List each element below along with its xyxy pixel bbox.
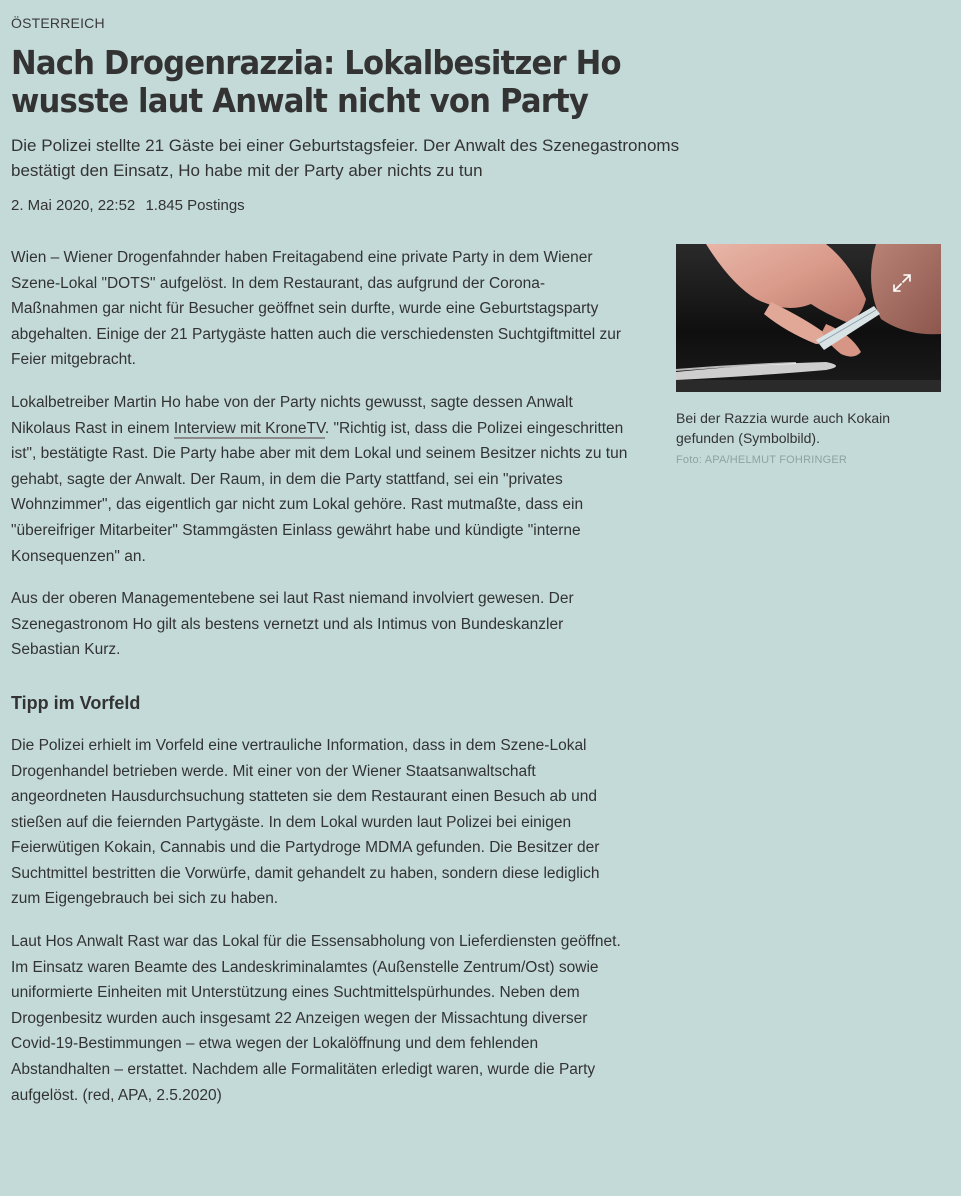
article-meta bbox=[11, 197, 245, 214]
article-headline: Nach Drogenrazzia: Lokalbesitzer Ho wusste laut Anwalt nicht von Party bbox=[11, 43, 621, 120]
article-body bbox=[11, 245, 631, 1125]
paragraph-3: Aus der oberen Managementebene sei laut Rast niemand involviert gewesen. Der Szenegastronom Ho gilt als bestens vernetzt und als Intimus von Bundeskanzler Sebastian Kurz. bbox=[11, 590, 574, 659]
publish-date: 2. Mai 2020, 22:52 bbox=[11, 197, 136, 214]
article-photo[interactable] bbox=[676, 244, 941, 392]
photo-credit: Foto: APA/HELMUT FOHRINGER bbox=[676, 454, 848, 466]
ressort-label bbox=[11, 15, 105, 31]
paragraph-5: Laut Hos Anwalt Rast war das Lokal für die Essensabholung von Lieferdiensten geöffnet. Im Einsatz waren Beamte des Landeskriminalamtes (Außenstelle Zentrum/Ost) sowie uniformierte Einheiten mit Unterstützung eines Suchtmittelspürhundes. Neben dem Drogenbesitz wurden auch insgesamt 22 Anzeigen wegen der Missachtung diverser Covid-19-Bestimmungen – etwa wegen der Lokalöffnung und dem fehlenden Abstandhalten – erstattet. Nachdem alle Formalitäten erledigt waren, wurde die Party aufgelöst. (red, APA, 2.5.2020) bbox=[11, 933, 621, 1104]
expand-icon[interactable] bbox=[891, 272, 913, 294]
ressort-link[interactable]: ÖSTERREICH bbox=[11, 15, 105, 31]
article-lead: Die Polizei stellte 21 Gäste bei einer Geburtstagsfeier. Der Anwalt des Szenegastronoms bestätigt den Einsatz, Ho habe mit der Party aber nichts zu tun bbox=[11, 136, 680, 180]
photo-illustration bbox=[676, 244, 941, 392]
paragraph-2-text-before: Lokalbetreiber Martin Ho habe von der Party nichts gewusst, sagte dessen Anwalt Nikolaus Rast in einem bbox=[11, 393, 573, 437]
postings-link[interactable]: 1.845 Postings bbox=[145, 197, 245, 214]
paragraph-2 bbox=[11, 390, 631, 569]
subheading: Tipp im Vorfeld bbox=[11, 692, 141, 713]
photo-caption: Bei der Razzia wurde auch Kokain gefunden (Symbolbild). bbox=[676, 410, 891, 446]
paragraph-1: Wien – Wiener Drogenfahnder haben Freitagabend eine private Party in dem Wiener Szene-Lokal "DOTS" aufgelöst. In dem Restaurant, das aufgrund der Corona-Maßnahmen gar nicht für Besucher geöffnet sein durfte, wurde eine Geburtstagsparty abgehalten. Einige der 21 Partygäste hatten auch die verschiedensten Suchtgiftmittel zur Feier mitgebracht. bbox=[11, 249, 622, 369]
paragraph-2-text-after: . "Richtig ist, dass die Polizei eingeschritten ist", bestätigte Rast. Die Party habe aber mit dem Lokal und seinem Besitzer nichts zu tun gehabt, sagte der Anwalt. Der Raum, in dem die Party stattfand, sei ein "privates Wohnzimmer", das eigentlich gar nicht zum Lokal gehöre. Rast mutmaßte, dass ein "übereifriger Mitarbeiter" Stammgästen Einlass gewährt habe und kündigte "interne Konsequenzen" an. bbox=[11, 419, 628, 565]
interview-link[interactable]: Interview mit KroneTV bbox=[173, 419, 325, 437]
article-figure bbox=[676, 244, 941, 466]
paragraph-4: Die Polizei erhielt im Vorfeld eine vertrauliche Information, dass in dem Szene-Lokal Drogenhandel betrieben werde. Mit einer von der Wiener Staatsanwaltschaft angeordneten Hausdurchsuchung statteten sie dem Restaurant einen Besuch ab und stießen auf die feiernden Partygäste. In dem Lokal wurden laut Polizei bei einigen Feierwütigen Kokain, Cannabis und die Partydroge MDMA gefunden. Die Besitzer der Suchtmittel bestritten die Vorwürfe, damit gehandelt zu haben, sondern diese lediglich zum Eigengebrauch bei sich zu haben. bbox=[11, 736, 600, 908]
